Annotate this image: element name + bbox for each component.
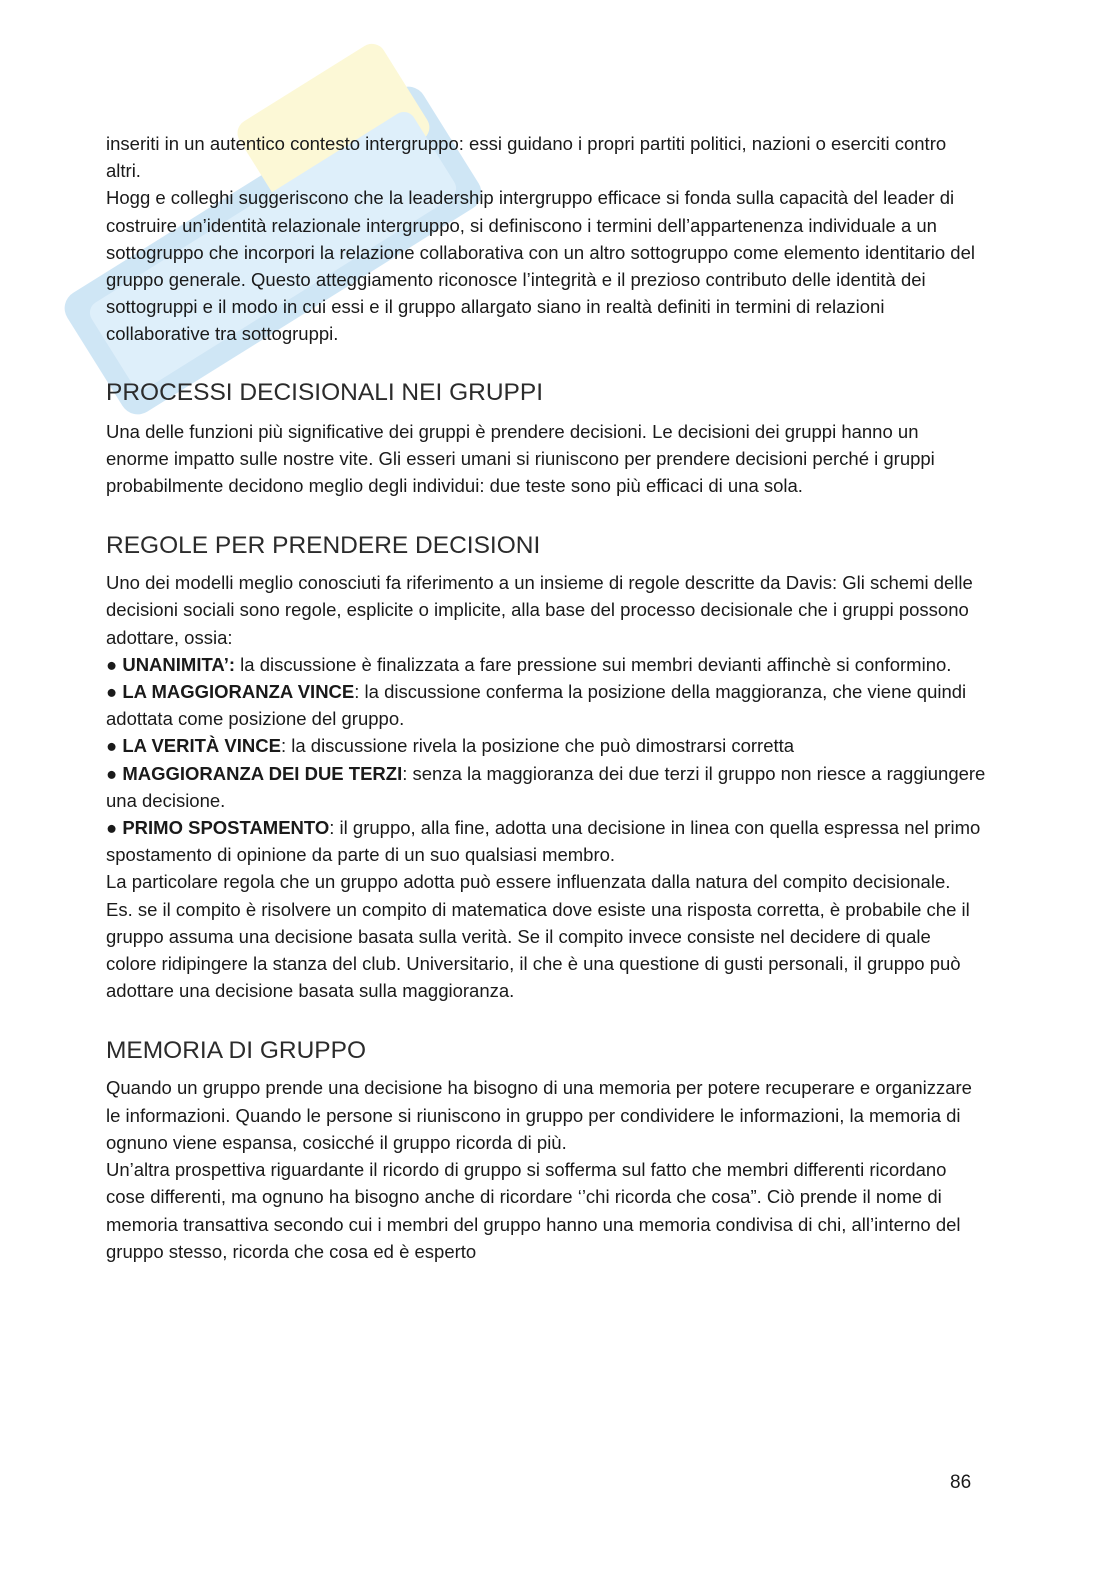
rule-term: LA MAGGIORANZA VINCE bbox=[122, 681, 355, 703]
regole-after-paragraph: La particolare regola che un gruppo adotta può essere influenzata dalla natura del compito decisionale. bbox=[106, 871, 951, 893]
intro-paragraph-2: Hogg e colleghi suggeriscono che la leadership intergruppo efficace si fonda sulla capacità del leader di costruire un’identità relazionale intergruppo, si definiscono i termini dell’appartenenza individuale a un sottogruppo che incorpori la relazione collaborativa con un altro sottogruppo come elemento identitario del gruppo generale. Questo atteggiamento riconosce l’integrità e il prezioso contributo delle identità dei sottogruppi e il modo in cui essi e il gruppo allargato siano in realtà definiti in termini di relazioni collaborative tra sottogruppi. bbox=[106, 187, 975, 345]
rule-term: LA VERITÀ VINCE bbox=[122, 735, 281, 757]
bullet-icon: ● bbox=[106, 735, 118, 757]
heading-regole-decisioni: REGOLE PER PRENDERE DECISIONI bbox=[106, 532, 541, 560]
rule-item-primo-spostamento bbox=[106, 814, 986, 868]
processi-paragraph: Una delle funzioni più significative dei gruppi è prendere decisioni. Le decisioni dei gruppi hanno un enorme impatto sulle nostre vite. Gli esseri umani si riuniscono per prendere decisioni perché i gruppi probabilmente decidono meglio degli individui: due teste sono più efficaci di una sola. bbox=[106, 420, 935, 497]
regole-example-paragraph: Es. se il compito è risolvere un compito di matematica dove esiste una risposta corretta, è probabile che il gruppo assuma una decisione basata sulla verità. Se il compito invece consiste nel decidere di quale colore ridipingere la stanza del club. Universitario, il che è una questione di gusti personali, il gruppo può adottare una decisione basata sulla maggioranza. bbox=[106, 898, 970, 1002]
regole-intro-paragraph: Uno dei modelli meglio conosciuti fa riferimento a un insieme di regole descritte da Davis: Gli schemi delle decisioni sociali sono regole, esplicite o implicite, alla base del processo decisionale che i gruppi possono adottare, ossia: bbox=[106, 572, 973, 648]
heading-memoria-gruppo: MEMORIA DI GRUPPO bbox=[106, 1037, 367, 1065]
rule-term: PRIMO SPOSTAMENTO bbox=[122, 817, 330, 839]
rule-item-due-terzi bbox=[106, 760, 986, 814]
rule-term: MAGGIORANZA DEI DUE TERZI bbox=[122, 762, 403, 784]
rule-item-verita-vince bbox=[106, 732, 986, 759]
bullet-icon: ● bbox=[106, 762, 118, 784]
rule-text: la discussione è finalizzata a fare pressione sui membri devianti affinchè si conformino. bbox=[235, 653, 952, 675]
intro-paragraph-1: inseriti in un autentico contesto intergruppo: essi guidano i propri partiti politici, nazioni o eserciti contro altri. bbox=[106, 133, 947, 182]
rule-term: UNANIMITA’: bbox=[122, 653, 236, 675]
bullet-icon: ● bbox=[106, 653, 118, 675]
rule-text: : la discussione rivela la posizione che può dimostrarsi corretta bbox=[280, 735, 795, 757]
bullet-icon: ● bbox=[106, 681, 118, 703]
document-page bbox=[106, 130, 986, 1265]
rule-continuation: adottata come posizione del gruppo. bbox=[106, 708, 405, 730]
rule-text: : la discussione conferma la posizione della maggioranza, che viene quindi bbox=[354, 681, 967, 703]
rule-item-maggioranza-vince bbox=[106, 678, 986, 705]
bullet-icon: ● bbox=[106, 817, 118, 839]
rule-text: : senza la maggioranza dei due terzi il gruppo non riesce a raggiungere una decisione. bbox=[106, 762, 986, 811]
heading-processi-decisionali: PROCESSI DECISIONALI NEI GRUPPI bbox=[106, 378, 544, 406]
rule-text: : il gruppo, alla fine, adotta una decisione in linea con quella espressa nel primo spostamento di opinione da parte di un suo qualsiasi membro. bbox=[106, 817, 981, 866]
memoria-paragraph-2: Un’altra prospettiva riguardante il ricordo di gruppo si sofferma sul fatto che membri differenti ricordano cose differenti, ma ognuno ha bisogno anche di ricordare ‘’chi ricorda che cosa”. Ciò prende il nome di memoria transattiva secondo cui i membri del gruppo hanno una memoria condivisa di chi, all’interno del gruppo stesso, ricorda che cosa ed è esperto bbox=[106, 1159, 961, 1262]
memoria-paragraph-1: Quando un gruppo prende una decisione ha bisogno di una memoria per potere recuperare e organizzare le informazioni. Quando le persone si riuniscono in gruppo per condividere le informazioni, la memoria di ognuno viene espansa, cosicché il gruppo ricorda di più. bbox=[106, 1077, 972, 1153]
page-number: 86 bbox=[950, 1472, 972, 1493]
rule-item-unanimita bbox=[106, 651, 986, 678]
